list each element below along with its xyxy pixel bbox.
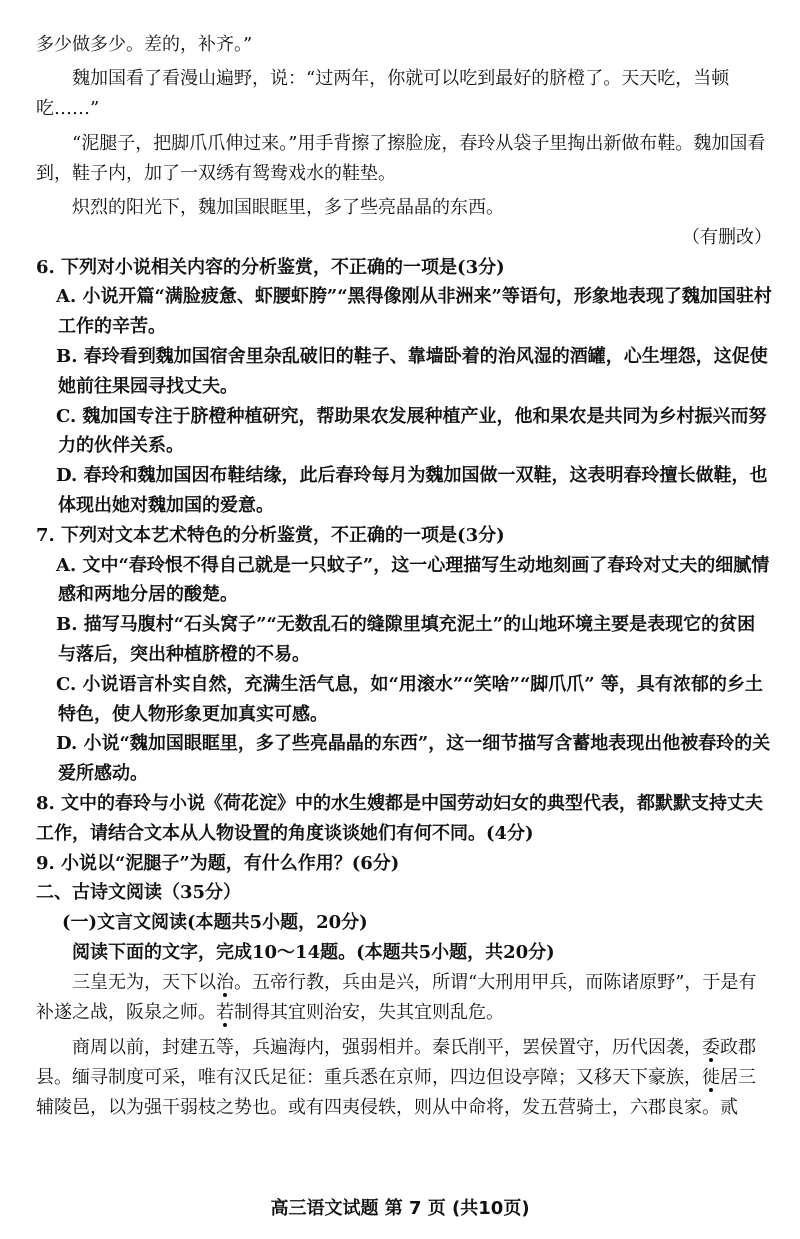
classical-paragraph-1 (36, 968, 772, 1028)
question-7-option-d: D. 小说“魏加国眼眶里，多了些亮晶晶的东西”，这一细节描写含蓄地表现出他被春玲的关爱所感动。 (56, 733, 771, 785)
question-9: 9. 小说以“泥腿子”为题，有什么作用？(6分) (36, 852, 400, 874)
classical-p1-dot: 治 (216, 971, 234, 993)
question-6-stem: 6. 下列对小说相关内容的分析鉴赏，不正确的一项是(3分) (36, 256, 505, 278)
classical-p1-b: 。五帝行教，兵由是兴，所谓“大刑用甲兵，而陈诸原野”，于是有补遂之战，阪泉之师。 (36, 971, 757, 1023)
classical-p2-c: 居三辅陵邑，以为强干弱枝之势也。或有四夷侵轶，则从中命将，发五营骑士，六郡良家。贰 (36, 1067, 756, 1118)
story-paragraph-2: “泥腿子，把脚爪爪伸过来。”用手背擦了擦脸庞，春玲从袋子里掏出新做布鞋。魏加国看到，鞋子内，加了一双绣有鸳鸯戏水的鞋垫。 (36, 133, 766, 185)
page-footer: 高三语文试题 第 7 页 (共10页) (270, 1198, 530, 1219)
classical-p2-a: 商周以前，封建五等，兵遍海内，强弱相并。秦氏削平，罢侯置守，历代因袭， (72, 1037, 702, 1059)
question-6-option-a: A. 小说开篇“满脸疲惫、虾腰虾胯”“黑得像刚从非洲来”等语句，形象地表现了魏加国驻村工作的辛苦。 (56, 286, 772, 338)
question-7-stem: 7. 下列对文本艺术特色的分析鉴赏，不正确的一项是(3分) (36, 524, 505, 546)
classical-paragraph-2 (36, 1033, 772, 1122)
question-6-option-d: D. 春玲和魏加国因布鞋结缘，此后春玲每月为魏加国做一双鞋，这表明春玲擅长做鞋，也体现出她对魏加国的爱意。 (56, 465, 768, 516)
classical-p2-dot2: 徙 (702, 1067, 720, 1089)
question-8: 8. 文中的春玲与小说《荷花淀》中的水生嫂都是中国劳动妇女的典型代表，都默默支持丈夫工作，请结合文本从人物设置的角度谈谈她们有何不同。(4分) (36, 792, 764, 844)
classical-p1-a: 三皇无为，天下以 (72, 971, 216, 993)
classical-p2-b: 政郡县。缅寻制度可采，唯有汉氏足征：重兵悉在京师，四边但设亭障；又移天下豪族， (36, 1037, 756, 1089)
story-paragraph-3: 炽烈的阳光下，魏加国眼眶里，多了些亮晶晶的东西。 (72, 196, 504, 218)
question-6-option-c: C. 魏加国专注于脐橙种植研究，帮助果农发展种植产业，他和果农是共同为乡村振兴而努力的伙伴关系。 (56, 405, 767, 457)
reading-instruction: 阅读下面的文字，完成10～14题。(本题共5小题，共20分) (72, 941, 555, 963)
question-7-option-c: C. 小说语言朴实自然，充满生活气息，如“用滚水”“笑啥”“脚爪爪” 等，具有浓郁的乡土特色，使人物形象更加真实可感。 (56, 673, 763, 725)
classical-p2-dot: 委 (702, 1037, 720, 1059)
story-line-top: 多少做多少。差的，补齐。” (36, 34, 253, 55)
question-7-option-a: A. 文中“春玲恨不得自己就是一只蚊子”，这一心理描写生动地刻画了春玲对丈夫的细腻情感和两地分居的酸楚。 (56, 554, 770, 606)
subsection-1-title: (一)文言文阅读(本题共5小题，20分) (62, 912, 368, 934)
classical-p1-dot2: 若 (216, 1001, 234, 1023)
classical-p1-c: 制得其宜则治安，失其宜则乱危。 (234, 1001, 504, 1023)
question-7-option-b: B. 描写马腹村“石头窝子”“无数乱石的缝隙里填充泥土”的山地环境主要是表现它的贫困与落后，突出种植脐橙的不易。 (56, 614, 756, 665)
section-2-title: 二、古诗文阅读（35分） (36, 882, 242, 904)
story-paragraph-1: 魏加国看了看漫山遍野，说：“过两年，你就可以吃到最好的脐橙了。天天吃，当顿吃……” (36, 67, 730, 119)
question-6-option-b: B. 春玲看到魏加国宿舍里杂乱破旧的鞋子、靠墙卧着的治风湿的酒罐，心生埋怨，这促使她前往果园寻找丈夫。 (56, 345, 768, 397)
edit-note: （有删改） (682, 226, 772, 248)
